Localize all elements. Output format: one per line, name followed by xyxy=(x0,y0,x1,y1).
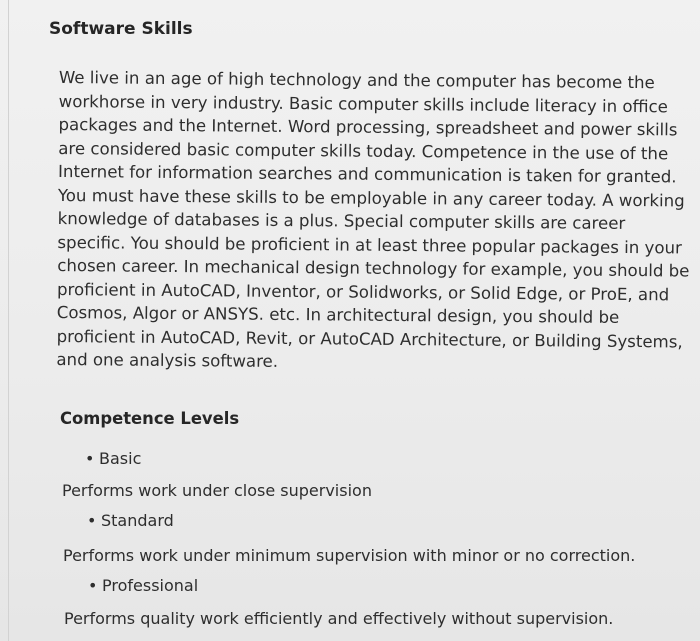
paragraph-line: knowledge of databases is a plus. Special computer skills are career xyxy=(57,208,626,233)
bullet-icon: • xyxy=(87,511,97,530)
level-name: Professional xyxy=(102,576,199,595)
level-description: Performs work under close supervision xyxy=(62,481,372,500)
paragraph-line: chosen career. In mechanical design technology for example, you should be xyxy=(57,255,690,281)
paragraph-line: workhorse in very industry. Basic computer skills include literacy in office xyxy=(58,91,669,116)
level-name: Standard xyxy=(101,511,174,530)
level-description: Performs quality work efficiently and effectively without supervision. xyxy=(64,609,614,628)
paragraph-line: proficient in AutoCAD, Inventor, or Solidworks, or Solid Edge, or ProE, and xyxy=(56,279,670,304)
paragraph-line: packages and the Internet. Word processing, spreadsheet and power skills xyxy=(58,114,678,140)
level-item-professional xyxy=(88,576,198,595)
paragraph-line: Cosmos, Algor or ANSYS. etc. In architectural design, you should be xyxy=(56,302,620,327)
paragraph-line: Internet for information searches and communication is taken for granted. xyxy=(57,161,677,187)
paragraph-line: proficient in AutoCAD, Revit, or AutoCAD Architecture, or Building Systems, xyxy=(56,326,683,351)
level-name: Basic xyxy=(99,449,142,468)
paragraph-line: specific. You should be proficient in at least three popular packages in your xyxy=(57,232,682,257)
bullet-icon: • xyxy=(85,449,95,468)
paragraph-line: and one analysis software. xyxy=(56,349,279,371)
level-item-basic xyxy=(85,449,141,468)
level-description: Performs work under minimum supervision with minor or no correction. xyxy=(63,546,636,565)
paragraph-line: You must have these skills to be employable in any career today. A working xyxy=(57,185,685,210)
competence-levels-title: Competence Levels xyxy=(60,409,240,428)
paragraph-line: We live in an age of high technology and the computer has become the xyxy=(58,67,655,93)
level-item-standard xyxy=(87,511,174,530)
paragraph-line: are considered basic computer skills today. Competence in the use of the xyxy=(58,138,669,163)
bullet-icon: • xyxy=(88,576,98,595)
body-paragraph xyxy=(56,66,690,377)
section-title: Software Skills xyxy=(49,19,193,39)
